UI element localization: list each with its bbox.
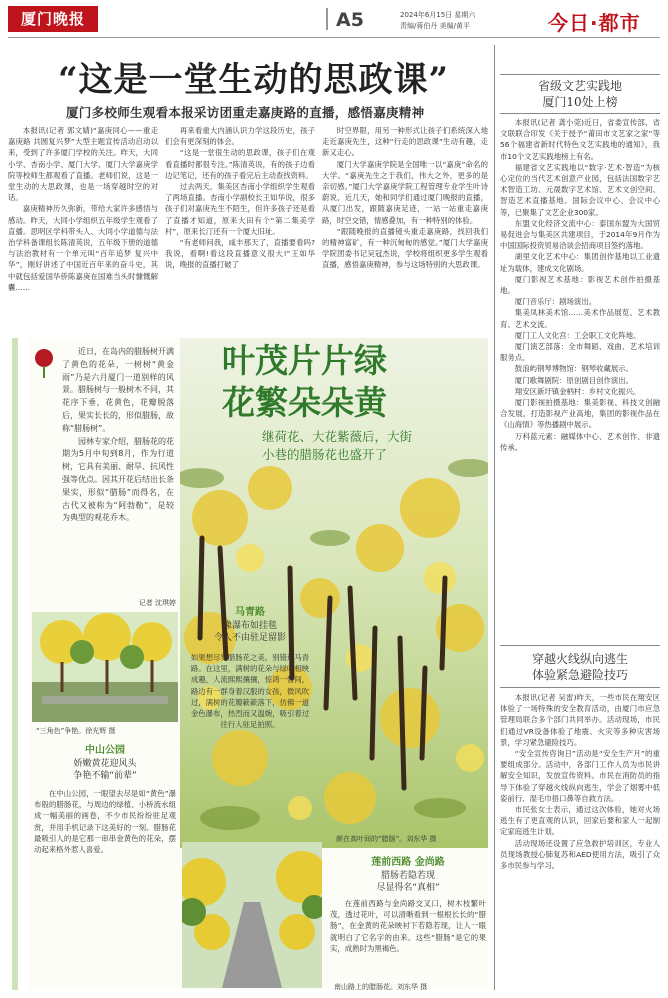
paragraph: 翔安区新圩镇金柄村：乡村文化振兴。	[514, 386, 641, 396]
feature-photo-1-caption: “三角色”争艳。徐光辉 摄	[36, 727, 116, 735]
paragraph: 东盟文化经济交流中心：泰国东盟为大国贸易促进会与集美区共建项目，于2014年9月作为中国国际投资贸易洽谈会招商项目签约落地。	[500, 218, 660, 251]
section-name: 今日·都市	[548, 11, 641, 35]
paragraph: “这是一堂很生动的思政课，孩子们在观看直播时都很专注。”陈清英说，有的孩子边看边记笔记，还有的孩子看完后主动查找资料。	[165, 148, 315, 180]
paragraph: 集美凤林美术馆……美术作品展览、艺术教育、艺术交流。	[500, 308, 660, 329]
feature-title-line1: 叶茂片片绿	[222, 341, 387, 380]
section-lianqian-title: 莲前西路 金尚路	[371, 857, 445, 868]
masthead-rule	[8, 37, 660, 38]
paragraph: 在莲前西路与金尚路交叉口，树木枝繁叶茂，透过花叶，可以清晰看到一根根长长的“腊肠”，在金黄的花朵映衬下若隐若现，让人一眼就明白了它名字的由来。这些“腊肠”是它的果实，成熟时为黑褐色。	[330, 899, 486, 953]
right-bottom-title-rule	[500, 687, 660, 688]
newspaper-logo: 厦门晚报	[8, 6, 98, 32]
feature-left-bar	[12, 338, 18, 990]
right-article-title-rule	[500, 113, 660, 114]
paragraph: 近日，在岛内的腊肠树开满了黄色的花朵，一树树“黄金雨”乃是六月厦门一道别样的风景。腊肠树与一般树木不同，其花序下垂，花黄色，花瓣脱落后，果实长长的，形似腊肠，故称“腊肠树”。	[62, 347, 174, 433]
section-maqing-text	[188, 652, 312, 828]
feature-subtitle-line1: 继荷花、大花紫薇后，大街	[262, 429, 413, 444]
paragraph: 如果想尽览腊肠花之美，别错过马青路。在这里，满树的花朵与绿叶相映成趣，人流熙熙攘攘，惊鸿一瞥间，路边有一群身着汉服的女孩，微风吹过，满树的花瓣簌簌落下，仿佛一道金色瀑布，热烈而又温婉，吸引着过往行人驻足拍照。	[190, 653, 310, 730]
tree-street-illustration	[32, 612, 178, 722]
paragraph: 厦门演艺部落：全市舞蹈、戏曲、艺术培训服务点。	[500, 342, 660, 363]
feature-title-line2: 花繁朵朵黄	[222, 383, 387, 422]
main-article-col3	[322, 125, 488, 325]
feature-photo-3-caption: 南山路上的腊肠花。刘东华 摄	[334, 983, 428, 991]
paragraph: 厦门工人文化宫：工会职工文化阵地。	[514, 330, 641, 340]
section-zhongshan-text	[34, 788, 176, 988]
feature-subtitle	[262, 428, 412, 464]
column-divider	[494, 45, 495, 990]
right-bottom-top-rule	[500, 645, 660, 646]
feature-title	[222, 340, 387, 424]
page-divider	[326, 8, 328, 30]
paragraph: 本报讯(记者 龚小莞)近日，省委宣传部、省文联联合印发《关于授予“莆田市文艺家之家”等56个福建省新时代特色文艺实践地的通知》，我市10个文艺实践地榜上有名。	[500, 118, 660, 161]
section-zhongshan-title: 中山公园	[85, 745, 125, 756]
right-bottom-title: 穿越火线纵向逃生 体验紧急避险技巧	[531, 652, 628, 682]
paragraph: “跟随晚报的直播镜头重走嘉庚路，找回我们的精神富矿，有一种沉甸甸的感觉。”厦门大学嘉庚学院团委书记吴冠杰说，学校将组织更多学生观看直播，感悟嘉庚精神，参与这场特别的大思政课。	[322, 226, 488, 270]
right-article-body	[500, 117, 660, 640]
paragraph: 本报讯(记者 郭文婧)“嘉庚同心——重走嘉庚路 共圆复兴梦”大型主题宣传活动启动以来，受到了许多厦门学校的关注。昨天，大同小学、杏南小学、厦门大学、厦门大学嘉庚学院等校师生都观看了直播。老师们说，这是一堂生动的大思政课，也是一场穿越时空的对话。	[8, 126, 158, 203]
paragraph: 在中山公园，一眼望去尽是如“黄色”瀑布般的腊肠花，与周边的绿植、小桥流水组成一幅美丽的画卷，不少市民纷纷驻足观赏，并用手机记录下这美好的一刻。腊肠花最吸引人的是它那一串串金黄色的花朵，摆动起来格外惹人喜爱。	[34, 789, 176, 855]
main-article-col2	[165, 125, 315, 325]
main-subhead: 厦门多校师生观看本报采访团重走嘉庚路的直播，感悟嘉庚精神	[66, 105, 425, 120]
section-lianqian-subtitle: 腊肠若隐若现 尽显得名“真相”	[376, 871, 440, 893]
paragraph: 嘉庚精神历久弥新，带给大家许多感悟与感动。昨天，大同小学组织五年级学生观看了直播。思明区学科带头人、大同小学道德与法治学科备课组长陈清英说，五年级下册的道德与法治教材有一个单元叫“百年追梦 复兴中华”，刚好讲述了中国近百年来的奋斗史，其中就包括爱国华侨陈嘉庚在国难当头时慷慨解囊……	[8, 204, 158, 292]
editor-credits: 责编/蒋伯丹 美编/黄平	[400, 22, 470, 30]
road-illustration	[182, 842, 322, 988]
right-article-top-rule	[500, 74, 660, 75]
paragraph: 福建省文艺实践地以“数字·艺术·智造”为核心定位的当代艺术创意产业园，包括法国数字艺术智造工坊、元晟数字艺术馆、艺术文创空间、智造艺术直播基地、国际会议中心、会议中心等，已聚集了文艺企业300家。	[500, 162, 660, 217]
paragraph: 园林专家介绍，腊肠花的花期为5月中旬到8月，作为行道树，它具有美丽、耐旱、抗风性强等优点。因其开花后结出长条果实，形似“腊肠”而得名，在古代又被称为“阿勃勒”，是较为典型的观花乔木。	[62, 436, 174, 523]
main-article-col1	[8, 125, 158, 325]
feature-reporter: 记者 沈琪婷	[138, 599, 176, 607]
paragraph: 时空界限，用另一种形式让孩子们系统深入地走近嘉庚先生，这种“行走的思政课”生动有趣，走新又走心。	[322, 126, 488, 158]
section-zhongshan-subtitle: 娇嫩黄花迎风头 争艳不输“前辈”	[73, 759, 137, 781]
paragraph: 厦门音乐厅：剧场演出。	[514, 297, 597, 307]
paragraph: 厦门大学嘉庚学院是全国唯一以“嘉庚”命名的大学。“嘉庚先生之于我们，伟大之外，更多的是亲切感。”厦门大学嘉庚学院工程管理专业学生叶诗蔚说，近几天，她和同学们通过厦门晚报的直播，从厦门出发，跟随嘉庚足迹，一站一站重走嘉庚路，时空交错，情感叠加，有一种特别的体验。	[322, 159, 488, 225]
paragraph: 厦门影视拍摄基地：集美影视、科技文创融合发展，打造影视产业高地，集团的影视作品在《山海情》等热播剧中展示。	[500, 398, 660, 430]
issue-date: 2024年6月15日 星期六	[400, 11, 476, 19]
section-maqing-subtitle: 像瀑布如挂毯 令人不由驻足留影	[213, 621, 286, 643]
paragraph: 本报讯(记者 吴雷)昨天，一些市民在翔安区体验了一场特殊的安全教育活动，由厦门市应急管理局联合多个部门共同举办。活动现场，市民们通过VR设备体验了地震、火灾等多种灾害场景，学习紧急避险技巧。	[500, 693, 660, 747]
feature-photo-3	[182, 842, 322, 988]
feature-subtitle-line2: 小巷的腊肠花也盛开了	[262, 447, 388, 462]
paragraph: 过去两天，集美区杏南小学组织学生观看了两场直播。杏南小学副校长王如华说，很多孩子们对嘉庚先生不陌生，但许多孩子还是看了直播才知道，原来大田有个“第二集美学村”，原来长汀还有一个厦大旧址。	[165, 182, 315, 236]
paragraph: “安全宣传咨询日”活动是“安全生产月”的重要组成部分。活动中，各部门工作人员为市民讲解安全知识，发放宣传资料。市民在消防员的指导下体验了穿越火线纵向逃生，学会了烟雾中低姿前行、湿毛巾捂口鼻等自救方法。	[500, 749, 660, 803]
paragraph: 厦门歌舞剧院：原创剧目创作演出。	[514, 375, 634, 385]
paragraph: 市民张女士表示，通过这次体验，她对火场逃生有了更直观的认识，回家后要和家人一起制定家庭逃生计划。	[500, 805, 660, 837]
feature-intro	[62, 346, 174, 596]
main-headline: “这是一堂生动的思政课”	[58, 60, 450, 100]
paragraph: 再来看重大内涵认识力学这段历史，孩子们会有更深刻的体会。	[165, 126, 315, 147]
feature-photo-1	[32, 612, 178, 722]
page-number: A5	[336, 9, 364, 31]
feature-photo-2-caption: 颜在高叶间的“腊肠”。刘东华 摄	[336, 835, 437, 843]
section-maqing-title: 马青路	[235, 607, 265, 618]
paragraph: 活动现场还设置了应急救护培训区，专业人员现场教授心肺复苏和AED使用方法，吸引了众多市民参与学习。	[500, 838, 660, 871]
paragraph: 鼓浪屿钢琴博物馆：钢琴收藏展示。	[514, 364, 634, 374]
right-bottom-body	[500, 692, 660, 990]
flower-bullet-icon	[32, 348, 56, 378]
section-lianqian-text	[330, 898, 486, 978]
paragraph: 湖里文化艺术中心：集团创作基地以工业遗址为载体，建成文化剧场。	[500, 252, 660, 273]
right-article-title: 省级文艺实践地 厦门10处上榜	[537, 79, 622, 109]
paragraph: 万科蓝元素：融媒体中心、艺术创作、非遗传承。	[500, 431, 660, 452]
red-flower-icon	[32, 348, 56, 378]
paragraph: 厦门影视艺术基地：影视艺术创作拍摄基地。	[500, 274, 660, 296]
paragraph: “有老师问我，咸丰那天了，直播要看吗?我说，看啊!看这段直播意义很大!”王如华说，晚报的直播打破了	[165, 238, 315, 270]
